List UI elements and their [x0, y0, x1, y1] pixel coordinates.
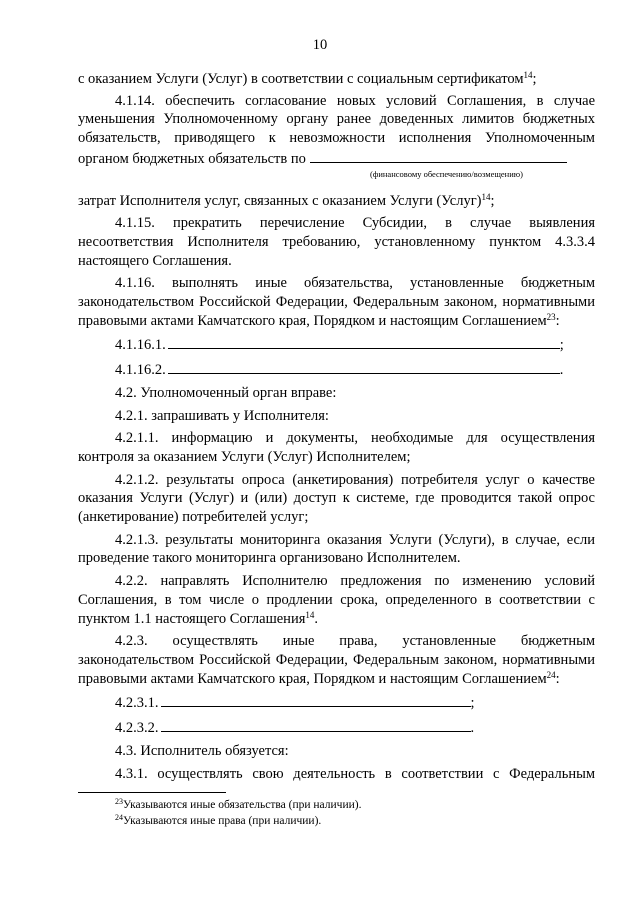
- paragraph-4-2-1: 4.2.1. запрашивать у Исполнителя:: [115, 407, 329, 424]
- paragraph-4-1-15: 4.1.15. прекратить перечисление Субсидии, в случае выявления несоответствия Исполнителя требованию, установленному пунктом 4.3.3.4 настоящего Соглашения.: [78, 215, 595, 269]
- paragraph-4-2-2: 4.2.2. направлять Исполнителю предложения по изменению условий Соглашения, в том числе о продлении срока, определенного в соответствии с пунктом 1.1 настоящего Соглашения$^{14}$.: [78, 573, 595, 627]
- blank-item-4-1-16-2: 4.1.16.2. .: [78, 359, 595, 380]
- document-body: [78, 70, 595, 783]
- paragraph: затрат Исполнителя услуг, связанных с оказанием Услуги (Услуг)$^{14}$;: [78, 191, 495, 209]
- blank-item-4-2-3-2: 4.2.3.2. .: [78, 717, 595, 738]
- blank-item-4-2-3-1: 4.2.3.1. ;: [78, 692, 595, 713]
- fill-in-line: [161, 717, 471, 732]
- paragraph-4-1-14: 4.1.14. обеспечить согласование новых условий Соглашения, в случае уменьшения Уполномоченному органу ранее доведенных лимитов бюджетных обязательств, приводящего к невозможности исполнения Уполномоченным органом бюджетных обязательств по: [78, 92, 595, 167]
- footnotes: [115, 797, 595, 829]
- footnote-ref: 14: [523, 70, 533, 80]
- paragraph-4-3-1: 4.3.1. осуществлять свою деятельность в соответствии с Федеральным: [115, 765, 595, 782]
- footnote-ref: 14: [481, 191, 491, 202]
- fill-in-line: [310, 148, 567, 163]
- paragraph: с оказанием Услуги (Услуг) в соответствии с социальным сертификатом$^{14}$;: [78, 70, 537, 87]
- blank-item-4-1-16-1: 4.1.16.1. ;: [78, 334, 595, 355]
- footnote-ref: 23: [546, 311, 556, 322]
- paragraph-4-3: 4.3. Исполнитель обязуется:: [115, 742, 289, 759]
- paragraph-4-2-3: 4.2.3. осуществлять иные права, установленные бюджетным законодательством Российской Федерации, Федеральным законом, нормативными правовыми актами Камчатского края, Порядком и настоящим Соглашением$^{24}$:: [78, 633, 595, 687]
- footnote-ref: 24: [546, 669, 556, 680]
- fill-in-line: [161, 692, 471, 707]
- page-number: 10: [312, 37, 328, 53]
- footnote-ref: 14: [305, 609, 315, 620]
- field-hint: (финансовому обеспечению/возмещению): [370, 168, 523, 179]
- footnote-separator: [78, 792, 226, 793]
- paragraph-4-2-1-2: 4.2.1.2. результаты опроса (анкетирования) потребителя услуг о качестве оказания Услуги (Услуг) и (или) доступ к системе, где проводится такой опрос (анкетирование) потребителей услуг;: [78, 471, 595, 526]
- paragraph-4-2: 4.2. Уполномоченный орган вправе:: [115, 384, 337, 401]
- paragraph-4-2-1-1: 4.2.1.1. информацию и документы, необходимые для осуществления контроля за оказанием Услуги (Услуг) Исполнителем;: [78, 430, 595, 465]
- paragraph-4-2-1-3: 4.2.1.3. результаты мониторинга оказания Услуги (Услуги), в случае, если проведение такого мониторинга организовано Исполнителем.: [78, 531, 595, 567]
- fill-in-line: [168, 359, 560, 374]
- fill-in-line: [168, 334, 560, 349]
- footnote: $^{24}$Указываются иные права (при наличии).: [115, 813, 322, 827]
- paragraph-4-1-16: 4.1.16. выполнять иные обязательства, установленные бюджетным законодательством Российской Федерации, Федеральным законом, нормативными правовыми актами Камчатского края, Порядком и настоящим Соглашением$^{23}$:: [78, 275, 595, 329]
- footnote: $^{23}$Указываются иные обязательства (при наличии).: [115, 797, 362, 811]
